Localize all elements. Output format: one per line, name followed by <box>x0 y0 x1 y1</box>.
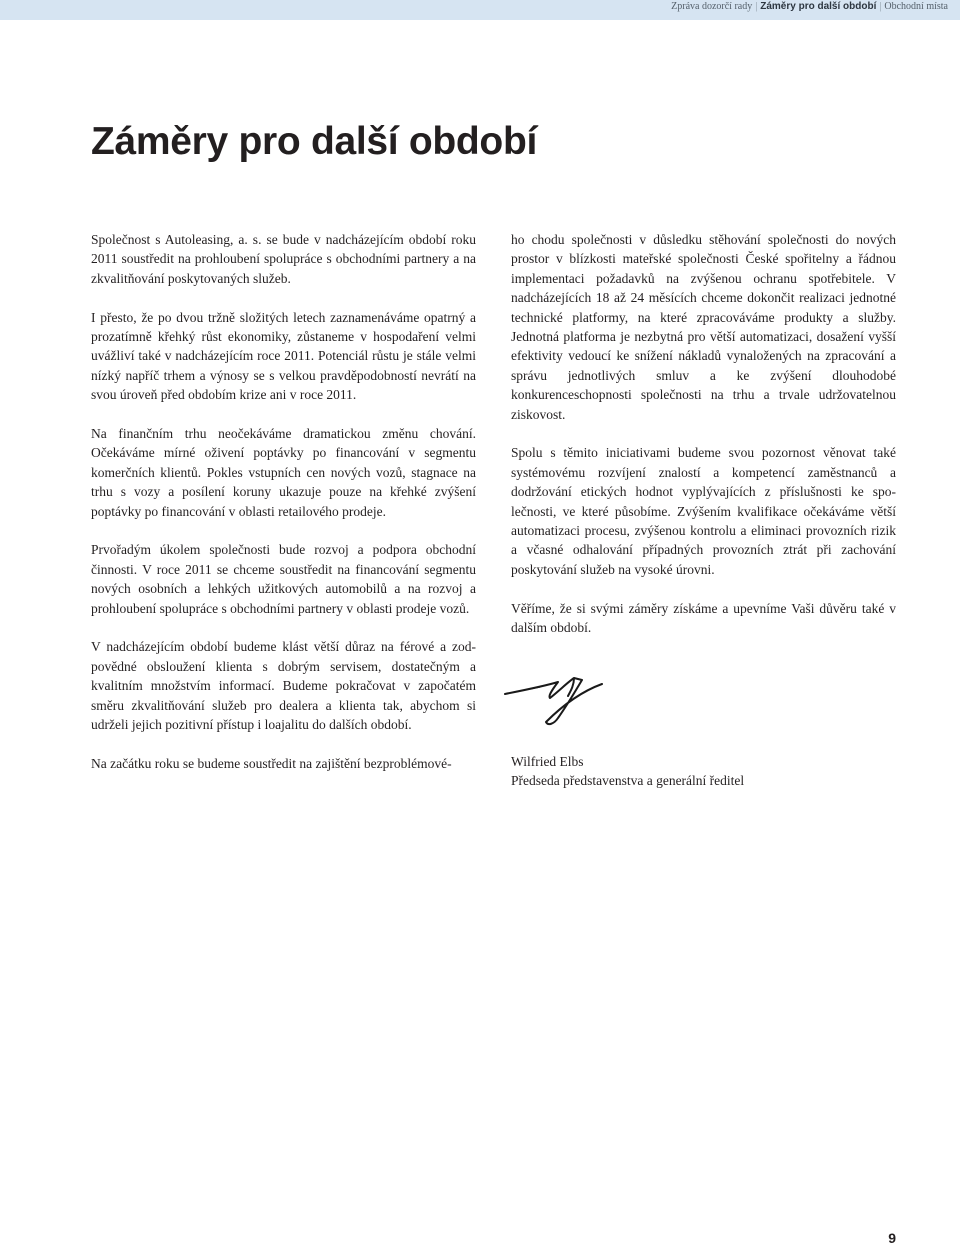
signer-name: Wilfried Elbs <box>511 754 584 769</box>
breadcrumb-item-sales-points[interactable]: Obchodní místa <box>884 1 948 12</box>
header-bar <box>0 0 960 20</box>
signer-role: Předseda představenstva a generální ředitel <box>511 773 745 789</box>
paragraph: Společnost s Autoleasing, a. s. se bude v nadcházejícím období roku 2011 soustředit na prohloubení spolupráce s obchodními partnery a na zkvalitňování poskytovaných služeb. <box>91 232 476 286</box>
right-text-column <box>511 230 896 657</box>
breadcrumb <box>671 1 948 12</box>
left-text-column <box>91 230 476 793</box>
paragraph: V nadcházejícím období budeme klást větší důraz na férové a zodpovědné obsloužení klienta s dobrým servisem, dostatečným a kvalitním množstvím informací. Budeme pokračovat v započatém směru zkvalitňování služeb pro dealera a klienta tak, abychom si udrželi jejich pozitivní přístup i loajalitu do dalších období. <box>91 639 476 733</box>
paragraph: Věříme, že si svými záměry získáme a upevníme Vaši důvěru také v dalším období. <box>511 600 896 636</box>
breadcrumb-item-current[interactable]: Záměry pro další období <box>760 1 877 12</box>
paragraph: Na začátku roku se budeme soustředit na zajištění bezproblémové- <box>91 755 452 771</box>
paragraph: Na finančním trhu neočekáváme dramatickou změnu chování. Očekáváme mírné oživení poptávky po financování v segmentu komerčních klientů. Pokles vstupních cen nových vozů, stagnace na trhu s vozy a posílení koruny ukazuje pouze na křehké zvýšení poptávky po financování v oblasti retailového prodeje. <box>91 426 476 519</box>
breadcrumb-item-supervisory-board-report[interactable]: Zpráva dozorčí rady <box>671 1 753 12</box>
breadcrumb-separator: | <box>879 1 882 12</box>
paragraph: I přesto, že po dvou tržně složitých letech zaznamenáváme opatrný a prozatímně křehký růst ekonomiky, zůstaneme v hospodaření velmi uvážliví také v nadcházejícím roce 2011. Potenciál růstu je stále velmi nízký napříč trhem a výnosy se s velkou pravděpodobností nevrátí na svou úroveň před obdobím krize ani v roce 2011. <box>91 309 476 403</box>
paragraph: ho chodu společnosti v důsledku stěhování společnosti do nových prostor v blízkosti mateřské společnosti České spořitelny a řádnou implementaci požadavků na zvýšenou ochranu spotřebitele. V nadcházejících 18 až 24 měsících chceme dokončit realizaci jednotné technické platformy, na které zpracováváme produkty a služby. Jednotná platforma je nezbytná pro větší automatizaci, dosažení vyšší efektivity vedoucí ke snížení nákladů vynaložených na zpracování a správu jednotlivých smluv a ke zvýšení dlouhodobé konkurenceschopnosti společnosti na trhu a trvale udržovatelnou ziskovost. <box>511 232 896 422</box>
page-number: 9 <box>888 1230 896 1246</box>
breadcrumb-separator: | <box>755 1 758 12</box>
paragraph: Spolu s těmito iniciativami budeme svou pozornost věnovat také systémovému rozvíjení znalostí a kompetencí zaměstnanců a dodržování etických hodnot vyplývajících z příslušnosti ke společnosti, ve které působíme. Zvýšením kvalifikace očekáváme větší automatizaci procesu, zvýšenou kontrolu a eliminaci provozních rizik a včasné odhalování případných provozních ztrát při zachování poskytování služeb na vysoké úrovni. <box>511 445 896 577</box>
page-title: Záměry pro další období <box>91 120 537 163</box>
signature-block <box>511 752 744 791</box>
paragraph: Prvořadým úkolem společnosti bude rozvoj a podpora obchodní činnosti. V roce 2011 se chceme soustředit na financování segmentu nových osobních a lehkých užitkových automobilů a na rozvoj a prohloubení spolupráce s obchodními partnery v oblasti prodeje vozů. <box>91 542 476 616</box>
signature-image <box>500 668 630 726</box>
